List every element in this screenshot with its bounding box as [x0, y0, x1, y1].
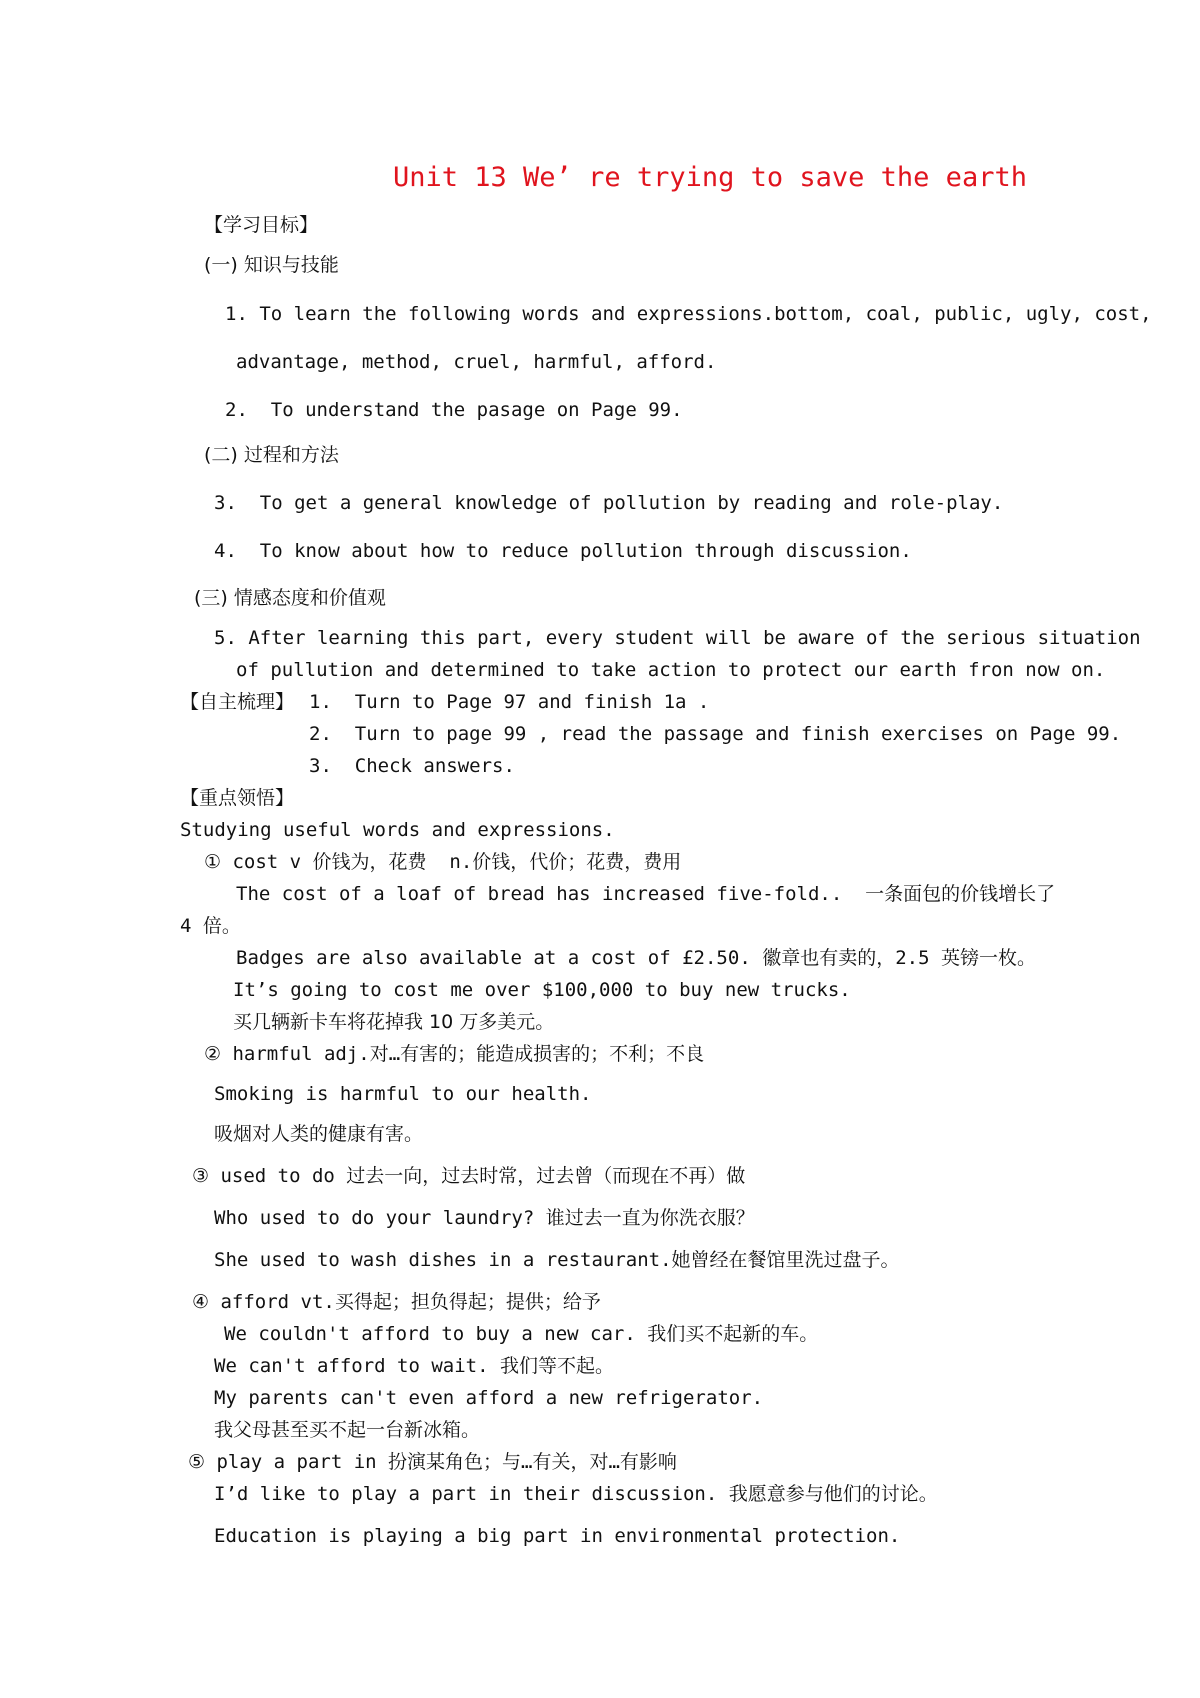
entry-afford-example-3-cn: 我父母甚至买不起一台新冰箱。: [214, 1419, 481, 1441]
self-study-step-2: 2. Turn to page 99 , read the passage and finish exercises on Page 99.: [309, 723, 1122, 745]
attitude-values-heading: (三) 情感态度和价值观: [194, 587, 386, 609]
entry-cost-example-2: Badges are also available at a cost of £2.50. 徽章也有卖的，2.5 英镑一枚。: [236, 947, 1036, 969]
entry-afford-example-1: We couldn't afford to buy a new car. 我们买不起新的车。: [224, 1323, 819, 1345]
entry-play-a-part-definition: ⑤ play a part in 扮演某角色；与…有关，对…有影响: [188, 1451, 677, 1473]
entry-used-to-example-1: Who used to do your laundry? 谁过去一直为你洗衣服？: [214, 1207, 755, 1229]
objective-item-3: 3. To get a general knowledge of pollution by reading and role-play.: [214, 492, 1004, 514]
objective-item-2: 2. To understand the pasage on Page 99.: [225, 399, 683, 421]
entry-cost-definition: ① cost v 价钱为，花费 n.价钱，代价；花费，费用: [204, 851, 682, 873]
self-study-step-3: 3. Check answers.: [309, 755, 515, 777]
self-study-step-1: 1. Turn to Page 97 and finish 1a .: [309, 691, 710, 713]
entry-play-a-part-example-1: I’d like to play a part in their discussion. 我愿意参与他们的讨论。: [214, 1483, 938, 1505]
process-methods-heading: (二) 过程和方法: [204, 444, 339, 466]
entry-harmful-example-cn: 吸烟对人类的健康有害。: [214, 1123, 424, 1145]
entry-used-to-definition: ③ used to do 过去一向，过去时常，过去曾（而现在不再）做: [192, 1165, 746, 1187]
entry-afford-example-2: We can't afford to wait. 我们等不起。: [214, 1355, 614, 1377]
unit-title: Unit 13 We’ re trying to save the earth: [393, 162, 1027, 193]
key-points-intro: Studying useful words and expressions.: [180, 819, 615, 841]
objective-item-1-cont: advantage, method, cruel, harmful, afford.: [236, 351, 717, 373]
entry-harmful-definition: ② harmful adj.对…有害的；能造成损害的；不利；不良: [204, 1043, 705, 1065]
entry-afford-definition: ④ afford vt.买得起；担负得起；提供；给予: [192, 1291, 601, 1313]
entry-cost-example-1-cont: 4 倍。: [180, 915, 241, 937]
self-study-label: 【自主梳理】: [180, 691, 295, 713]
objective-item-4: 4. To know about how to reduce pollution through discussion.: [214, 540, 912, 562]
entry-harmful-example-en: Smoking is harmful to our health.: [214, 1083, 592, 1105]
knowledge-skills-heading: (一) 知识与技能: [204, 254, 339, 276]
entry-cost-example-3-cn: 买几辆新卡车将花掉我 10 万多美元。: [233, 1011, 555, 1033]
entry-cost-example-1: The cost of a loaf of bread has increased five-fold.. 一条面包的价钱增长了: [236, 883, 1056, 905]
objective-item-5: 5. After learning this part, every student will be aware of the serious situation: [214, 627, 1141, 649]
entry-play-a-part-example-2: Education is playing a big part in environmental protection.: [214, 1525, 901, 1547]
objectives-header: 【学习目标】: [204, 214, 319, 236]
objective-item-5-cont: of pullution and determined to take action to protect our earth fron now on.: [236, 659, 1106, 681]
key-points-header: 【重点领悟】: [180, 787, 295, 809]
entry-afford-example-3-en: My parents can't even afford a new refrigerator.: [214, 1387, 764, 1409]
entry-used-to-example-2: She used to wash dishes in a restaurant.她曾经在餐馆里洗过盘子。: [214, 1249, 900, 1271]
entry-cost-example-3-en: It’s going to cost me over $100,000 to buy new trucks.: [233, 979, 851, 1001]
objective-item-1: 1. To learn the following words and expressions.bottom, coal, public, ugly, cost,: [225, 303, 1152, 325]
